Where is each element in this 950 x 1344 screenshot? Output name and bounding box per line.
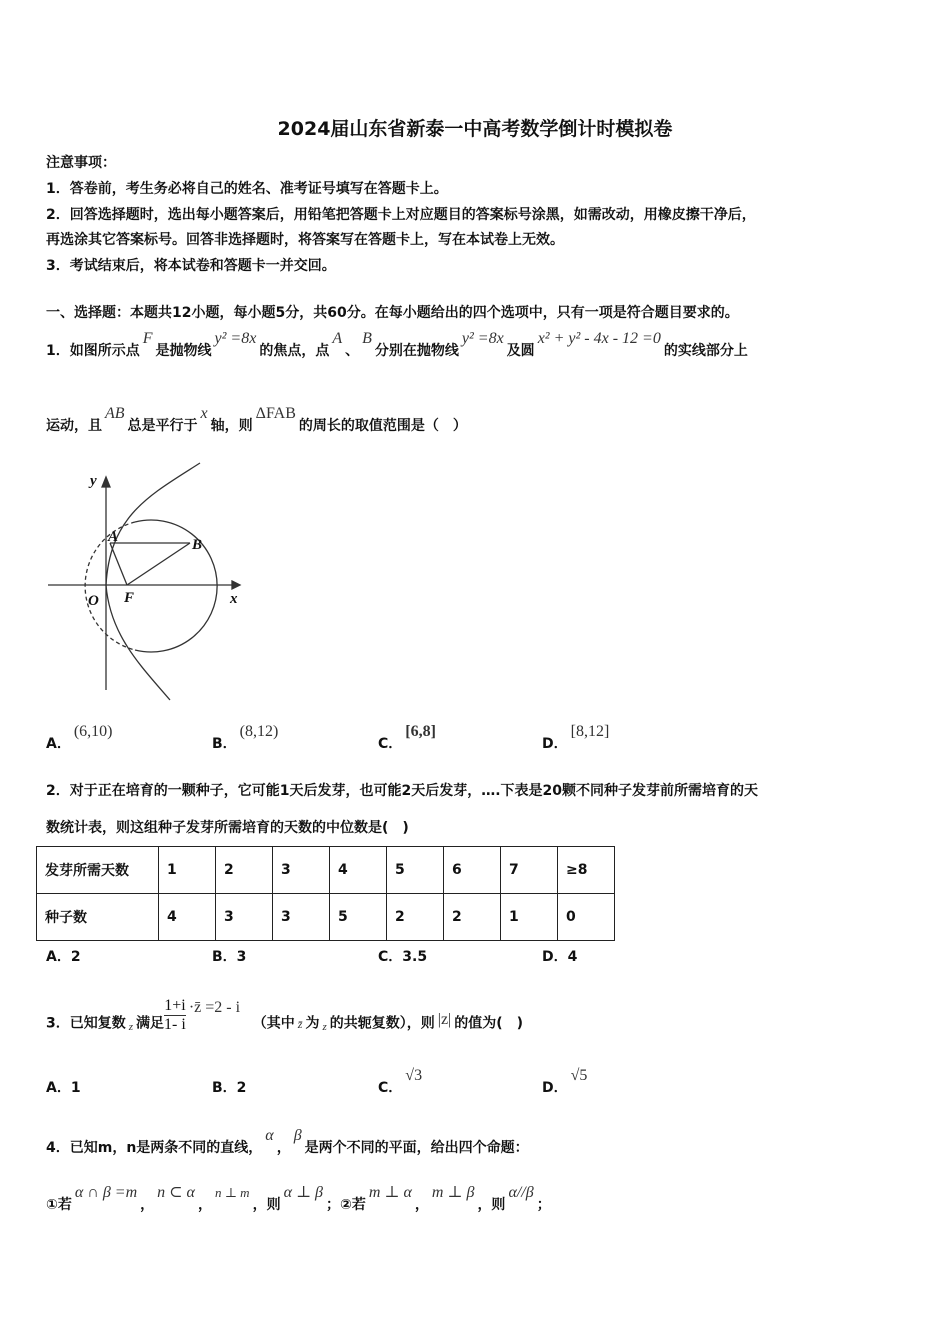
text: ，: [140, 1197, 155, 1213]
text: ，则: [477, 1197, 506, 1213]
text: （其中: [252, 1015, 295, 1032]
note-item: 3．考试结束后，将本试卷和答题卡一并交回。: [46, 258, 336, 274]
option-value: (6,10): [73, 723, 113, 740]
x-axis-arrow: [232, 581, 240, 589]
text: 的周长的取值范围是（ ）: [298, 418, 467, 434]
table-cell: 2: [216, 847, 273, 894]
text: 轴，则: [210, 418, 253, 434]
text: ，: [276, 1140, 291, 1156]
table-cell: 3: [273, 847, 330, 894]
text: ；: [536, 1197, 551, 1213]
text: 的焦点，点: [259, 343, 330, 359]
table-cell: 4: [159, 894, 216, 941]
q1-option-d[interactable]: [542, 723, 612, 753]
label-A: A: [108, 529, 119, 545]
table-row: [37, 894, 615, 941]
text: 满足: [136, 1015, 165, 1032]
text: 3．已知复数: [46, 1015, 126, 1032]
math: α ∩ β =m: [74, 1184, 138, 1201]
math: y² =8x: [461, 330, 504, 347]
math: ·z̄ =2 - i: [188, 998, 241, 1016]
option-label: D．: [542, 736, 568, 752]
math: n ⊂ α: [157, 1184, 195, 1201]
math: m ⊥ β: [431, 1184, 475, 1201]
q3-option-d[interactable]: [542, 1067, 590, 1097]
q3-option-c[interactable]: [378, 1067, 425, 1097]
text: 为: [305, 1015, 320, 1032]
option-label: C．: [378, 1080, 403, 1096]
option-label: A．1: [46, 1080, 81, 1096]
option-label: A．: [46, 736, 71, 752]
option-label: B．: [212, 736, 237, 752]
text: ；②若: [326, 1197, 366, 1213]
notes-heading: 注意事项：: [46, 155, 116, 171]
table-cell: 7: [501, 847, 558, 894]
option-label: B．2: [212, 1080, 247, 1096]
table-cell: 3: [216, 894, 273, 941]
text: 4．已知m，n是两条不同的直线，: [46, 1140, 263, 1156]
table-row: [37, 847, 615, 894]
label-F: F: [124, 590, 135, 606]
q1-line1: [46, 330, 748, 360]
table-cell: 2: [387, 894, 444, 941]
circle-solid: [135, 520, 217, 652]
text: ，: [414, 1197, 429, 1213]
text: 运动，且: [46, 418, 102, 434]
table-cell: 1: [159, 847, 216, 894]
option-value: (8,12): [239, 723, 279, 740]
note-item: 2．回答选择题时，选出每小题答案后，用铅笔把答题卡上对应题目的答案标号涂黑，如需改动，用橡皮擦干净后，: [46, 207, 756, 223]
math: B: [362, 330, 372, 347]
table-cell: 6: [444, 847, 501, 894]
text: 1．如图所示点: [46, 343, 140, 359]
text: 及圆: [506, 343, 535, 359]
segment-AF: [110, 543, 127, 585]
label-y: y: [90, 473, 97, 489]
page-title: 2024届山东省新泰一中高考数学倒计时模拟卷: [277, 118, 673, 140]
label-B: B: [192, 537, 203, 553]
q4-line2: [46, 1184, 551, 1214]
segment-BF: [127, 543, 190, 585]
q1-option-b[interactable]: [212, 723, 281, 753]
math: z: [128, 1020, 134, 1033]
table-cell: 发芽所需天数: [37, 847, 159, 894]
text: ，则: [252, 1197, 281, 1213]
parabola-lower: [106, 585, 170, 700]
table-cell: 3: [273, 894, 330, 941]
y-axis-arrow: [102, 477, 110, 487]
text: 的值为( ): [454, 1015, 524, 1032]
math: x: [200, 405, 208, 422]
q2-option-b[interactable]: B．3: [212, 949, 247, 965]
q1-option-c[interactable]: [378, 723, 439, 753]
q1-line2: [46, 405, 467, 435]
q2-line2: 数统计表，则这组种子发芽所需培育的天数的中位数是( ): [46, 820, 409, 836]
q3-option-b[interactable]: [212, 1077, 246, 1097]
q2-table: [36, 846, 615, 941]
math: z̄: [297, 1016, 303, 1031]
text: 、: [345, 343, 360, 359]
q2-option-c[interactable]: C．3.5: [378, 949, 428, 965]
text: 的实线部分上: [663, 343, 748, 359]
note-item: 1．答卷前，考生务必将自己的姓名、准考证号填写在答题卡上。: [46, 181, 448, 197]
text: 总是平行于: [127, 418, 198, 434]
table-cell: 0: [558, 894, 615, 941]
label-O: O: [88, 593, 99, 609]
fraction: [164, 997, 186, 1034]
label-x: x: [230, 591, 238, 607]
q3-line: [46, 997, 524, 1042]
text: 是两个不同的平面，给出四个命题：: [304, 1140, 529, 1156]
text: 是抛物线: [155, 343, 212, 359]
math: |z|: [437, 1010, 452, 1028]
q2-line1: 2．对于正在培育的一颗种子，它可能1天后发芽，也可能2天后发芽，….下表是20颗不同种子发芽前所需培育的天: [46, 783, 759, 799]
option-value: [8,12]: [570, 723, 610, 740]
q2-option-a[interactable]: A．2: [46, 949, 81, 965]
note-item: 再选涂其它答案标号。回答非选择题时，将答案写在答题卡上，写在本试卷上无效。: [46, 232, 564, 248]
math: y² =8x: [214, 330, 257, 347]
math: α//β: [508, 1184, 534, 1201]
q2-option-d[interactable]: D．4: [542, 949, 578, 965]
q3-option-a[interactable]: [46, 1077, 81, 1097]
table-cell: 5: [330, 894, 387, 941]
table-cell: 5: [387, 847, 444, 894]
table-cell: 种子数: [37, 894, 159, 941]
text: 分别在抛物线: [374, 343, 459, 359]
q1-option-a[interactable]: [46, 723, 116, 753]
table-cell: ≥8: [558, 847, 615, 894]
math: m ⊥ α: [368, 1184, 412, 1201]
math: F: [142, 330, 153, 347]
option-label: D．: [542, 1080, 568, 1096]
table-cell: 2: [444, 894, 501, 941]
math: AB: [105, 405, 125, 422]
math: A: [332, 330, 343, 347]
math: α ⊥ β: [283, 1184, 323, 1201]
option-value: [6,8]: [405, 723, 436, 740]
q1-figure: [40, 455, 250, 705]
section-heading: 一、选择题：本题共12小题，每小题5分，共60分。在每小题给出的四个选项中，只有一项是符合题目要求的。: [46, 305, 739, 321]
option-label: C．: [378, 736, 403, 752]
math: β: [293, 1127, 302, 1144]
math: n ⊥ m: [214, 1185, 250, 1200]
math: α: [265, 1127, 274, 1144]
denominator: 1- i: [164, 1016, 186, 1033]
option-value: √5: [570, 1067, 588, 1084]
text: 的共轭复数），则: [329, 1015, 435, 1032]
math: ΔFAB: [255, 405, 296, 422]
math: z: [322, 1020, 327, 1033]
q4-line1: [46, 1127, 529, 1157]
table-cell: 4: [330, 847, 387, 894]
numerator: 1+i: [164, 997, 186, 1014]
math: x² + y² - 4x - 12 =0: [537, 330, 661, 347]
text: ①若: [46, 1197, 72, 1213]
option-value: √3: [405, 1067, 423, 1084]
table-cell: 1: [501, 894, 558, 941]
text: ，: [197, 1197, 212, 1213]
